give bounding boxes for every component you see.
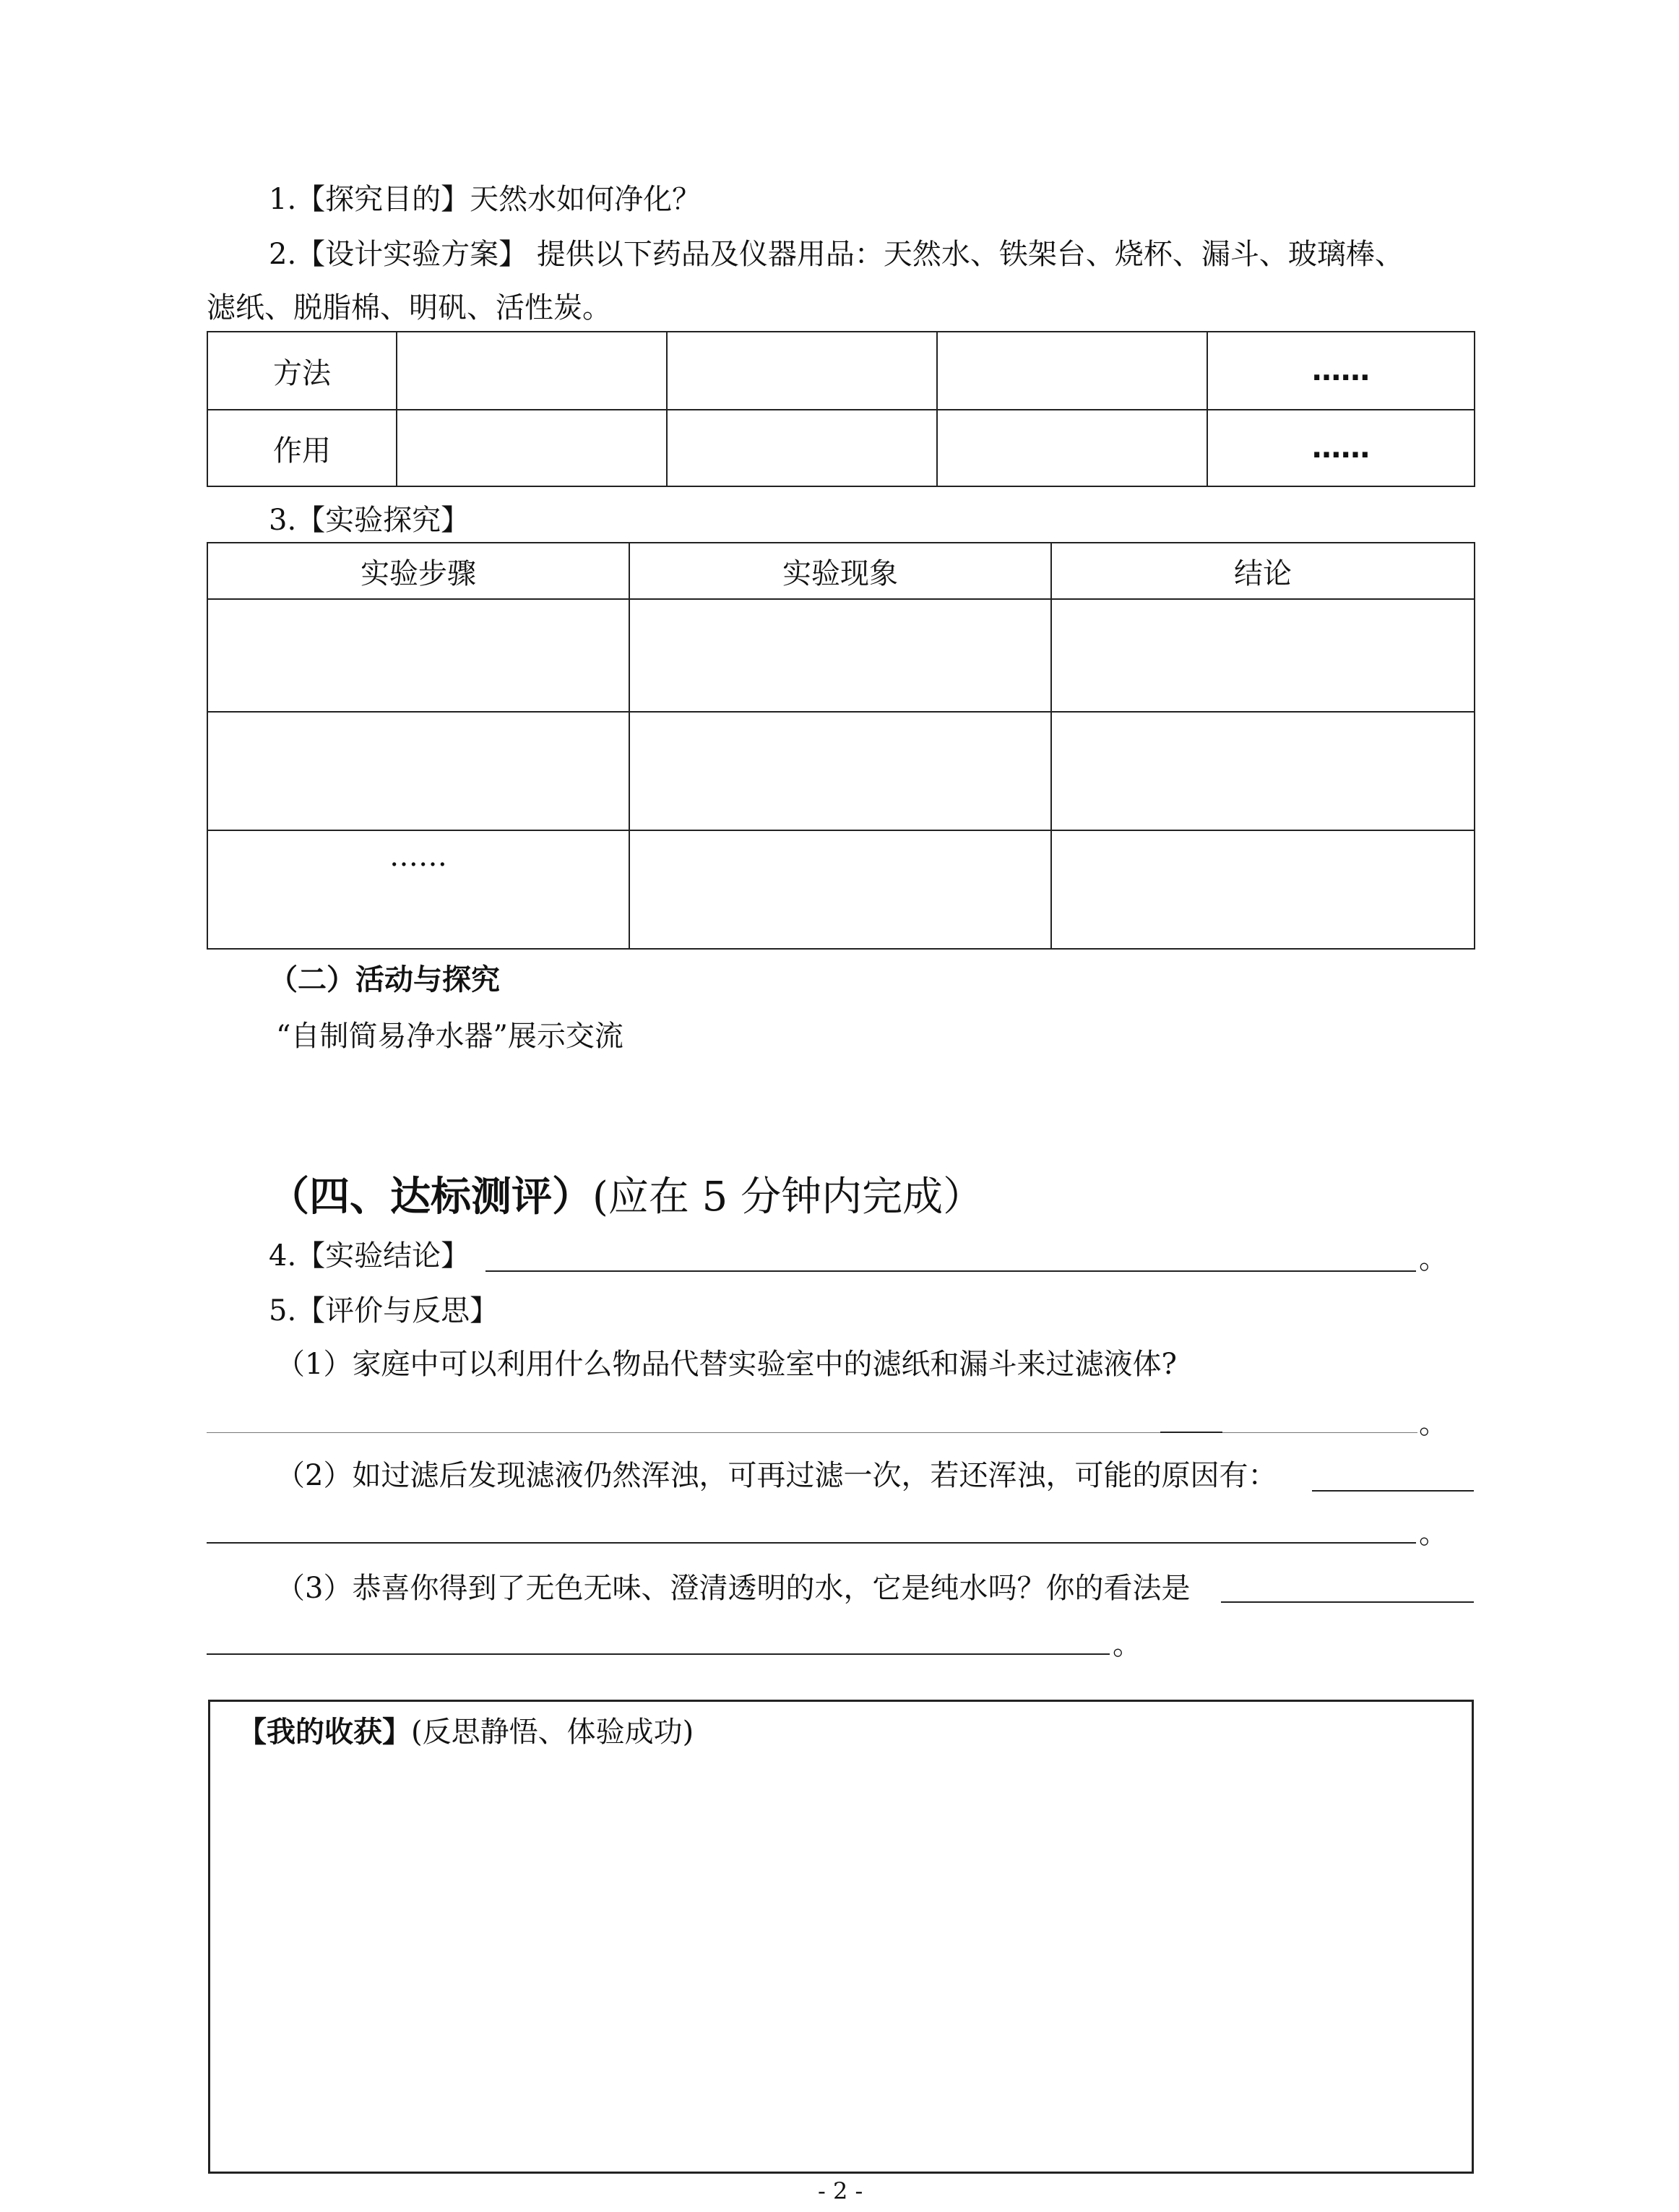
explore-header-steps: 实验步骤: [207, 543, 629, 599]
plan-ellipsis: ……: [1207, 410, 1475, 486]
harvest-title: [238, 1713, 694, 1751]
item-2-line-2: 滤纸、脱脂棉、明矾、活性炭。: [207, 291, 611, 324]
plan-cell: [397, 410, 667, 486]
activity-title: （二）活动与探究: [269, 963, 500, 997]
explore-cell: [1051, 599, 1475, 712]
explore-cell: [629, 830, 1051, 949]
assessment-title-bold: （四、达标测评）: [269, 1174, 592, 1221]
q5-1-answer-line[interactable]: [207, 1432, 1417, 1433]
assessment-heading: [269, 1174, 983, 1221]
q5-label: 5.【评价与反思】: [269, 1294, 499, 1327]
q5-3-answer-line-1[interactable]: [1221, 1601, 1474, 1603]
explore-cell: [629, 599, 1051, 712]
explore-header-conclusion: 结论: [1051, 543, 1475, 599]
explore-cell: [207, 599, 629, 712]
explore-ellipsis: ……: [207, 830, 629, 949]
plan-row-method-label: 方法: [207, 332, 397, 410]
explore-cell: [1051, 712, 1475, 830]
q5-1-short-underline: [1160, 1432, 1222, 1433]
item-1: 1.【探究目的】天然水如何净化？: [269, 183, 702, 216]
item-2-line-1: 2.【设计实验方案】 提供以下药品及仪器用品：天然水、铁架台、烧杯、漏斗、玻璃棒、: [269, 238, 1404, 271]
q5-3-answer-line-2[interactable]: [207, 1653, 1110, 1655]
assessment-title-rest: (应在 5 分钟内完成）: [592, 1174, 984, 1221]
q5-1-end: 。: [1419, 1407, 1448, 1440]
harvest-title-bold: 【我的收获】: [238, 1716, 411, 1749]
page-number: - 2 -: [818, 2177, 863, 2205]
q5-2-answer-line-2[interactable]: [207, 1542, 1416, 1544]
activity-text: “自制简易净水器”展示交流: [276, 1020, 623, 1053]
explore-header-phenomena: 实验现象: [629, 543, 1051, 599]
harvest-box[interactable]: [208, 1700, 1474, 2174]
q5-2: （2）如过滤后发现滤液仍然浑浊，可再过滤一次，若还浑浊，可能的原因有：: [276, 1459, 1277, 1492]
explore-cell: [207, 712, 629, 830]
explore-table: [207, 542, 1475, 950]
q5-1: （1）家庭中可以利用什么物品代替实验室中的滤纸和漏斗来过滤液体?: [276, 1348, 1177, 1381]
plan-row-function-label: 作用: [207, 410, 397, 486]
explore-cell: [1051, 830, 1475, 949]
explore-cell: [629, 712, 1051, 830]
q4-label: 4.【实验结论】: [269, 1239, 470, 1273]
q5-2-answer-line-1[interactable]: [1312, 1490, 1474, 1492]
item-3: 3.【实验探究】: [269, 504, 470, 537]
q5-3-end: 。: [1113, 1628, 1141, 1661]
plan-table: [207, 331, 1475, 487]
q5-3: （3）恭喜你得到了无色无味、澄清透明的水，它是纯水吗？你的看法是: [276, 1572, 1191, 1605]
q5-2-end: 。: [1419, 1517, 1448, 1550]
q4-answer-line[interactable]: [485, 1270, 1416, 1272]
plan-ellipsis: ……: [1207, 332, 1475, 410]
plan-cell: [667, 332, 937, 410]
plan-cell: [667, 410, 937, 486]
q4-end: 。: [1419, 1242, 1448, 1275]
harvest-title-rest: (反思静悟、体验成功): [411, 1716, 694, 1749]
plan-cell: [937, 332, 1207, 410]
plan-cell: [937, 410, 1207, 486]
plan-cell: [397, 332, 667, 410]
